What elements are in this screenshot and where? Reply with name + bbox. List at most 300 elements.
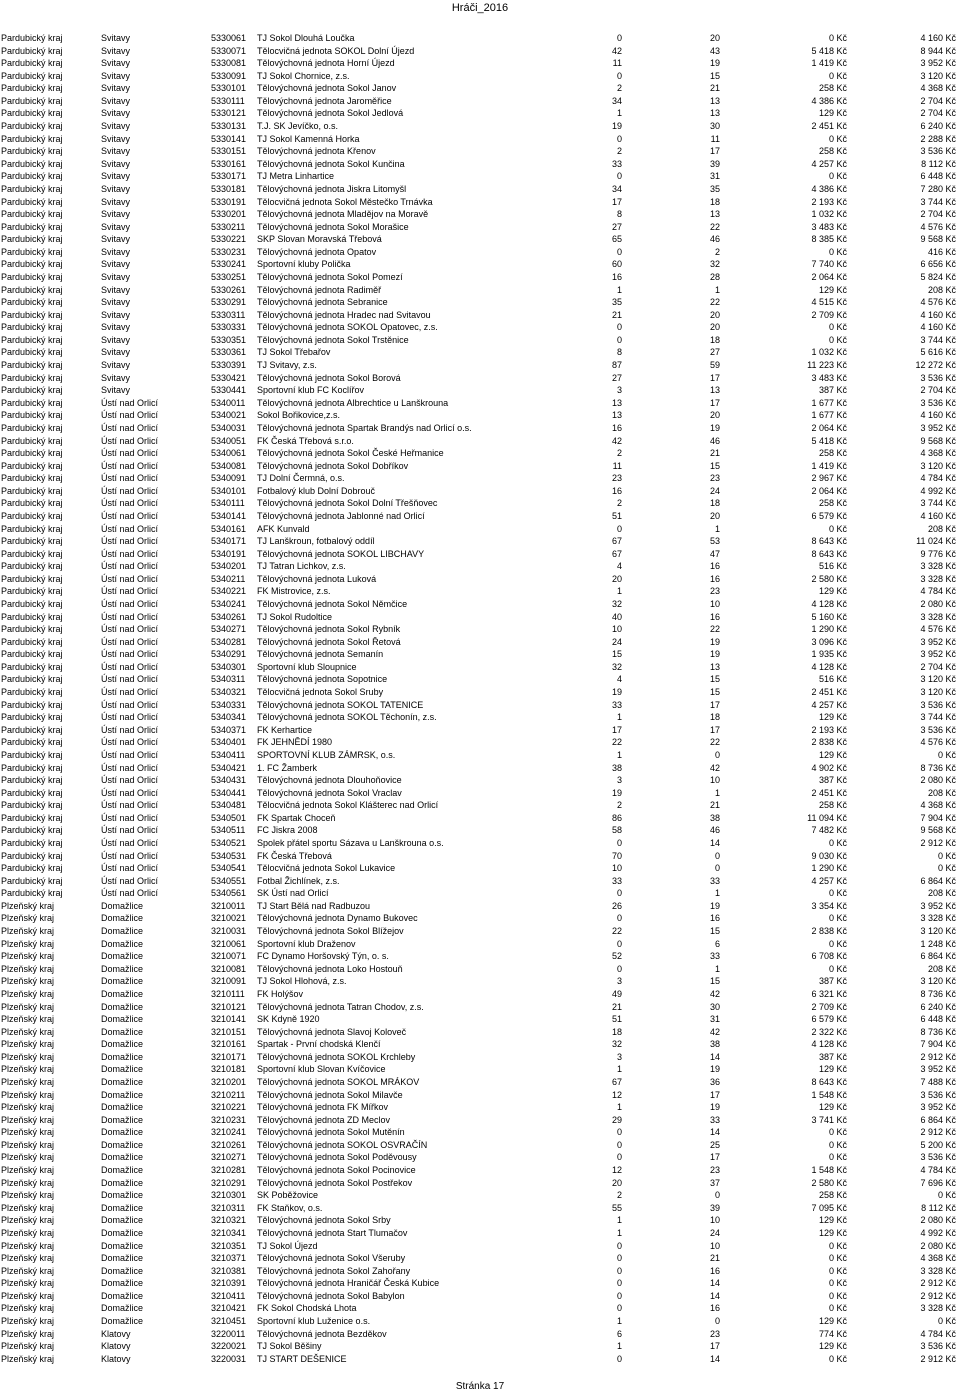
club-name-cell: Tělovýchovná jednota Sebranice <box>257 297 388 308</box>
district-cell: Domažlice <box>101 913 144 924</box>
table-row <box>0 661 960 674</box>
table-row <box>0 1227 960 1240</box>
club-name-cell: Sportovní klub Slovan Kvíčovice <box>257 1064 386 1075</box>
region-cell: Pardubický kraj <box>1 246 63 257</box>
amount-a-cell: 8 385 Kč <box>811 234 847 245</box>
district-cell: Domažlice <box>101 1089 144 1100</box>
amount-b-cell: 2 704 Kč <box>920 661 956 672</box>
amount-a-cell: 0 Kč <box>828 1290 847 1301</box>
table-row <box>0 1038 960 1051</box>
count-a-cell: 32 <box>611 599 622 610</box>
count-b-cell: 20 <box>709 410 720 421</box>
club-name-cell: Tělovýchovná jednota SOKOL TATENICE <box>257 699 424 710</box>
amount-a-cell: 3 483 Kč <box>811 221 847 232</box>
club-id-cell: 3210381 <box>211 1265 247 1276</box>
region-cell: Pardubický kraj <box>1 599 63 610</box>
amount-b-cell: 2 288 Kč <box>920 133 956 144</box>
table-row <box>0 1076 960 1089</box>
table-row <box>0 762 960 775</box>
count-b-cell: 1 <box>714 787 720 798</box>
club-id-cell: 5330131 <box>211 121 247 132</box>
table-row <box>0 749 960 762</box>
club-id-cell: 3210061 <box>211 938 247 949</box>
region-cell: Pardubický kraj <box>1 171 63 182</box>
amount-a-cell: 0 Kč <box>828 246 847 257</box>
club-name-cell: Tělovýchovná jednota SOKOL Těchonín, z.s. <box>257 712 437 723</box>
club-name-cell: AFK Kunvald <box>257 523 310 534</box>
amount-a-cell: 6 579 Kč <box>811 510 847 521</box>
table-row <box>0 1026 960 1039</box>
club-name-cell: FK Spartak Choceň <box>257 812 336 823</box>
count-b-cell: 32 <box>709 259 720 270</box>
count-b-cell: 20 <box>709 322 720 333</box>
table-row <box>0 812 960 825</box>
club-name-cell: Fotbal Žichlínek, z.s. <box>257 875 340 886</box>
amount-b-cell: 5 200 Kč <box>920 1139 956 1150</box>
count-a-cell: 0 <box>616 1240 622 1251</box>
amount-a-cell: 0 Kč <box>828 322 847 333</box>
amount-b-cell: 3 536 Kč <box>920 146 956 157</box>
amount-b-cell: 9 568 Kč <box>920 825 956 836</box>
count-a-cell: 49 <box>611 988 622 999</box>
amount-b-cell: 6 240 Kč <box>920 121 956 132</box>
club-id-cell: 5330421 <box>211 372 247 383</box>
club-id-cell: 5330331 <box>211 322 247 333</box>
count-a-cell: 33 <box>611 875 622 886</box>
club-id-cell: 5340331 <box>211 699 247 710</box>
club-id-cell: 3210221 <box>211 1102 247 1113</box>
district-cell: Domažlice <box>101 976 144 987</box>
district-cell: Domažlice <box>101 1139 144 1150</box>
club-id-cell: 3220031 <box>211 1353 247 1364</box>
region-cell: Pardubický kraj <box>1 297 63 308</box>
club-name-cell: Tělovýchovná jednota Luková <box>257 573 377 584</box>
count-a-cell: 10 <box>611 863 622 874</box>
club-name-cell: Tělovýchovná jednota Sokol Pomezí <box>257 271 403 282</box>
district-cell: Ústí nad Orlicí <box>101 599 159 610</box>
district-cell: Ústí nad Orlicí <box>101 485 159 496</box>
amount-b-cell: 3 328 Kč <box>920 573 956 584</box>
count-a-cell: 20 <box>611 1177 622 1188</box>
amount-a-cell: 1 419 Kč <box>811 460 847 471</box>
table-row <box>0 133 960 146</box>
region-cell: Pardubický kraj <box>1 838 63 848</box>
count-a-cell: 87 <box>611 360 622 371</box>
club-name-cell: Sportovní klub Luženice o.s. <box>257 1315 371 1326</box>
club-name-cell: Tělovýchovná jednota Spartak Brandýs nad Orlicí o.s. <box>257 422 472 433</box>
region-cell: Plzeňský kraj <box>1 1190 55 1201</box>
count-a-cell: 13 <box>611 397 622 408</box>
amount-a-cell: 6 708 Kč <box>811 951 847 962</box>
club-name-cell: Tělovýchovná jednota Sokol Poděvousy <box>257 1152 417 1163</box>
count-b-cell: 17 <box>709 724 720 735</box>
table-row <box>0 900 960 913</box>
club-id-cell: 3210161 <box>211 1039 247 1050</box>
count-b-cell: 16 <box>709 573 720 584</box>
amount-a-cell: 0 Kč <box>828 1253 847 1264</box>
district-cell: Ústí nad Orlicí <box>101 448 159 459</box>
district-cell: Svitavy <box>101 297 131 308</box>
district-cell: Ústí nad Orlicí <box>101 498 159 509</box>
club-name-cell: TJ Sokol Třebařov <box>257 347 331 358</box>
count-b-cell: 47 <box>709 548 720 559</box>
amount-b-cell: 0 Kč <box>937 1190 956 1201</box>
club-name-cell: Tělovýchovná jednota Sokol Řetová <box>257 636 401 647</box>
club-name-cell: Tělocvičná jednota Sokol Klášterec nad Orlicí <box>257 800 439 811</box>
count-a-cell: 1 <box>616 1102 622 1113</box>
amount-b-cell: 4 576 Kč <box>920 624 956 635</box>
count-b-cell: 16 <box>709 561 720 572</box>
table-row <box>0 1214 960 1227</box>
count-a-cell: 1 <box>616 1227 622 1238</box>
district-cell: Ústí nad Orlicí <box>101 724 159 735</box>
amount-b-cell: 8 944 Kč <box>920 45 956 56</box>
club-name-cell: TJ Sokol Běšiny <box>257 1341 322 1352</box>
count-a-cell: 1 <box>616 108 622 119</box>
region-cell: Pardubický kraj <box>1 485 63 496</box>
region-cell: Pardubický kraj <box>1 221 63 232</box>
table-row <box>0 875 960 888</box>
region-cell: Pardubický kraj <box>1 510 63 521</box>
count-a-cell: 67 <box>611 548 622 559</box>
amount-a-cell: 3 741 Kč <box>811 1114 847 1125</box>
amount-a-cell: 4 257 Kč <box>811 699 847 710</box>
region-cell: Pardubický kraj <box>1 309 63 320</box>
district-cell: Svitavy <box>101 183 131 194</box>
club-id-cell: 5340211 <box>211 573 246 584</box>
table-row <box>0 1114 960 1127</box>
amount-a-cell: 1 032 Kč <box>811 209 847 220</box>
count-b-cell: 23 <box>709 1165 720 1176</box>
club-id-cell: 3220021 <box>211 1341 247 1352</box>
table-row <box>0 799 960 812</box>
amount-b-cell: 3 536 Kč <box>920 397 956 408</box>
district-cell: Domažlice <box>101 1303 144 1314</box>
count-b-cell: 18 <box>709 334 720 345</box>
amount-a-cell: 1 290 Kč <box>811 863 847 874</box>
count-b-cell: 13 <box>709 95 720 106</box>
region-cell: Pardubický kraj <box>1 209 63 220</box>
amount-b-cell: 7 696 Kč <box>920 1177 956 1188</box>
region-cell: Pardubický kraj <box>1 45 63 56</box>
district-cell: Domažlice <box>101 900 144 911</box>
table-row <box>0 824 960 837</box>
club-name-cell: Tělovýchovná jednota SOKOL LIBCHAVY <box>257 548 425 559</box>
count-b-cell: 0 <box>714 863 720 874</box>
district-cell: Ústí nad Orlicí <box>101 661 159 672</box>
district-cell: Domažlice <box>101 951 144 962</box>
club-id-cell: 5340091 <box>211 473 247 484</box>
table-row <box>0 585 960 598</box>
district-cell: Svitavy <box>101 234 131 245</box>
district-cell: Svitavy <box>101 259 131 270</box>
count-b-cell: 15 <box>709 926 720 937</box>
amount-b-cell: 3 328 Kč <box>920 561 956 572</box>
district-cell: Ústí nad Orlicí <box>101 863 159 874</box>
count-b-cell: 6 <box>714 938 720 949</box>
club-name-cell: SKP Slovan Moravská Třebová <box>257 234 382 245</box>
club-name-cell: Tělocvičná jednota Sokol Městečko Trnávka <box>257 196 433 207</box>
count-a-cell: 3 <box>616 976 622 987</box>
amount-b-cell: 9 568 Kč <box>920 435 956 446</box>
district-cell: Domažlice <box>101 963 144 974</box>
count-a-cell: 42 <box>611 45 622 56</box>
table-row <box>0 158 960 171</box>
club-name-cell: Tělovýchovná jednota Sokol Vraclav <box>257 787 402 798</box>
region-cell: Plzeňský kraj <box>1 963 55 974</box>
amount-a-cell: 7 095 Kč <box>811 1202 847 1213</box>
club-name-cell: Tělovýchovná jednota Tatran Chodov, z.s. <box>257 1001 424 1012</box>
district-cell: Svitavy <box>101 334 131 345</box>
club-id-cell: 5340191 <box>211 548 247 559</box>
count-a-cell: 0 <box>616 938 622 949</box>
count-a-cell: 1 <box>616 1215 622 1226</box>
club-name-cell: Tělovýchovná jednota Sokol Janov <box>257 83 397 94</box>
amount-a-cell: 0 Kč <box>828 1139 847 1150</box>
amount-a-cell: 2 193 Kč <box>811 196 847 207</box>
table-row <box>0 70 960 83</box>
count-a-cell: 21 <box>611 1001 622 1012</box>
region-cell: Pardubický kraj <box>1 536 63 547</box>
amount-b-cell: 3 744 Kč <box>920 498 956 509</box>
table-row <box>0 485 960 498</box>
club-id-cell: 5330061 <box>211 33 247 43</box>
club-name-cell: Tělocvičná jednota Sokol Lukavice <box>257 863 396 874</box>
club-name-cell: Tělovýchovná jednota Sokol Milavče <box>257 1089 403 1100</box>
club-name-cell: FC Dynamo Horšovský Týn, o. s. <box>257 951 389 962</box>
district-cell: Ústí nad Orlicí <box>101 825 159 836</box>
region-cell: Plzeňský kraj <box>1 976 55 987</box>
amount-a-cell: 387 Kč <box>818 976 847 987</box>
district-cell: Domažlice <box>101 938 144 949</box>
count-b-cell: 19 <box>709 1064 720 1075</box>
table-row <box>0 460 960 473</box>
district-cell: Domažlice <box>101 1152 144 1163</box>
club-name-cell: Tělovýchovná jednota Sokol Mutěnín <box>257 1127 405 1138</box>
table-row <box>0 711 960 724</box>
amount-a-cell: 0 Kč <box>828 133 847 144</box>
district-cell: Svitavy <box>101 209 131 220</box>
amount-b-cell: 4 368 Kč <box>920 448 956 459</box>
region-cell: Plzeňský kraj <box>1 1127 55 1138</box>
club-id-cell: 5340311 <box>211 674 246 685</box>
count-a-cell: 2 <box>616 1190 622 1201</box>
table-row <box>0 422 960 435</box>
count-b-cell: 28 <box>709 271 720 282</box>
club-name-cell: Tělovýchovná jednota Sokol Němčice <box>257 599 408 610</box>
club-name-cell: Tělovýchovná jednota Horní Újezd <box>257 58 395 69</box>
district-cell: Ústí nad Orlicí <box>101 624 159 635</box>
club-id-cell: 5340421 <box>211 762 247 773</box>
amount-a-cell: 9 030 Kč <box>811 850 847 861</box>
count-a-cell: 33 <box>611 158 622 169</box>
amount-a-cell: 129 Kč <box>818 1215 847 1226</box>
club-id-cell: 5330111 <box>211 95 245 106</box>
club-id-cell: 5340081 <box>211 460 247 471</box>
count-a-cell: 21 <box>611 309 622 320</box>
district-cell: Svitavy <box>101 284 131 295</box>
amount-a-cell: 0 Kč <box>828 1152 847 1163</box>
count-a-cell: 1 <box>616 586 622 597</box>
club-name-cell: Tělovýchovná jednota Bezděkov <box>257 1328 387 1339</box>
count-a-cell: 32 <box>611 661 622 672</box>
table-row <box>0 82 960 95</box>
amount-a-cell: 3 096 Kč <box>811 636 847 647</box>
amount-b-cell: 5 616 Kč <box>920 347 956 358</box>
amount-a-cell: 7 482 Kč <box>811 825 847 836</box>
amount-b-cell: 3 120 Kč <box>920 70 956 81</box>
region-cell: Plzeňský kraj <box>1 1089 55 1100</box>
club-name-cell: TJ Lanškroun, fotbalový oddíl <box>257 536 375 547</box>
count-b-cell: 38 <box>709 812 720 823</box>
club-id-cell: 5330101 <box>211 83 247 94</box>
region-cell: Pardubický kraj <box>1 133 63 144</box>
region-cell: Plzeňský kraj <box>1 1303 55 1314</box>
table-row <box>0 1290 960 1303</box>
count-b-cell: 17 <box>709 146 720 157</box>
club-id-cell: 5340561 <box>211 888 247 899</box>
table-row <box>0 397 960 410</box>
district-cell: Svitavy <box>101 70 131 81</box>
district-cell: Domažlice <box>101 1001 144 1012</box>
count-a-cell: 60 <box>611 259 622 270</box>
district-cell: Domažlice <box>101 1240 144 1251</box>
club-name-cell: TJ Sokol Hlohová, z.s. <box>257 976 347 987</box>
district-cell: Ústí nad Orlicí <box>101 586 159 597</box>
count-b-cell: 42 <box>709 988 720 999</box>
table-row <box>0 523 960 536</box>
club-name-cell: Tělovýchovná jednota Dlouhoňovice <box>257 775 402 786</box>
count-b-cell: 0 <box>714 1315 720 1326</box>
amount-b-cell: 4 368 Kč <box>920 1253 956 1264</box>
count-b-cell: 42 <box>709 1026 720 1037</box>
club-id-cell: 3210021 <box>211 913 247 924</box>
count-a-cell: 67 <box>611 536 622 547</box>
club-id-cell: 3210091 <box>211 976 247 987</box>
district-cell: Ústí nad Orlicí <box>101 548 159 559</box>
club-id-cell: 3210141 <box>211 1014 247 1025</box>
table-row <box>0 1051 960 1064</box>
table-row <box>0 862 960 875</box>
count-b-cell: 23 <box>709 586 720 597</box>
region-cell: Pardubický kraj <box>1 586 63 597</box>
region-cell: Plzeňský kraj <box>1 1001 55 1012</box>
amount-a-cell: 3 354 Kč <box>811 900 847 911</box>
table-row <box>0 912 960 925</box>
amount-b-cell: 8 736 Kč <box>920 1026 956 1037</box>
amount-a-cell: 0 Kč <box>828 888 847 899</box>
table-row <box>0 1177 960 1190</box>
table-row <box>0 1151 960 1164</box>
table-row <box>0 183 960 196</box>
count-a-cell: 27 <box>611 372 622 383</box>
count-a-cell: 51 <box>611 510 622 521</box>
district-cell: Svitavy <box>101 347 131 358</box>
club-id-cell: 3210081 <box>211 963 247 974</box>
club-name-cell: 1. FC Žamberk <box>257 762 318 773</box>
club-name-cell: TJ Sokol Rudoltice <box>257 611 333 622</box>
amount-a-cell: 0 Kč <box>828 1127 847 1138</box>
district-cell: Ústí nad Orlicí <box>101 762 159 773</box>
region-cell: Pardubický kraj <box>1 863 63 874</box>
club-name-cell: Tělovýchovná jednota Sokol Borová <box>257 372 401 383</box>
count-b-cell: 17 <box>709 1152 720 1163</box>
count-b-cell: 18 <box>709 712 720 723</box>
club-name-cell: Sportovní klub Draženov <box>257 938 356 949</box>
table-row <box>0 1089 960 1102</box>
club-id-cell: 5330151 <box>211 146 247 157</box>
table-row <box>0 1139 960 1152</box>
amount-b-cell: 0 Kč <box>937 850 956 861</box>
district-cell: Svitavy <box>101 385 131 396</box>
amount-a-cell: 1 290 Kč <box>811 624 847 635</box>
amount-a-cell: 1 032 Kč <box>811 347 847 358</box>
club-name-cell: FK Kerhartice <box>257 724 313 735</box>
region-cell: Pardubický kraj <box>1 825 63 836</box>
table-row <box>0 686 960 699</box>
district-cell: Svitavy <box>101 271 131 282</box>
count-b-cell: 19 <box>709 1102 720 1113</box>
region-cell: Pardubický kraj <box>1 674 63 685</box>
club-id-cell: 5330311 <box>211 309 246 320</box>
club-name-cell: Tělovýchovná jednota SOKOL Opatovec, z.s. <box>257 322 438 333</box>
table-row <box>0 699 960 712</box>
table-row <box>0 736 960 749</box>
count-a-cell: 22 <box>611 737 622 748</box>
amount-a-cell: 774 Kč <box>818 1328 847 1339</box>
table-row <box>0 1315 960 1328</box>
count-a-cell: 11 <box>612 58 622 69</box>
table-row <box>0 1101 960 1114</box>
club-name-cell: Sokol Bořikovice,z.s. <box>257 410 341 421</box>
amount-b-cell: 4 784 Kč <box>920 473 956 484</box>
district-cell: Domažlice <box>101 1102 144 1113</box>
club-name-cell: Tělocvičná jednota Sokol Sruby <box>257 687 384 698</box>
count-b-cell: 18 <box>709 498 720 509</box>
count-b-cell: 17 <box>709 372 720 383</box>
amount-b-cell: 208 Kč <box>927 284 956 295</box>
count-a-cell: 12 <box>611 1089 622 1100</box>
count-b-cell: 10 <box>709 775 720 786</box>
count-a-cell: 19 <box>611 787 622 798</box>
club-id-cell: 3210421 <box>211 1303 247 1314</box>
table-row <box>0 573 960 586</box>
club-id-cell: 5340161 <box>211 523 247 534</box>
document-title: Hráči_2016 <box>451 2 509 14</box>
amount-b-cell: 3 328 Kč <box>920 1303 956 1314</box>
amount-b-cell: 3 952 Kč <box>920 58 956 69</box>
count-b-cell: 22 <box>709 221 720 232</box>
amount-a-cell: 8 643 Kč <box>811 548 847 559</box>
table-row <box>0 1240 960 1253</box>
count-a-cell: 0 <box>616 1290 622 1301</box>
table-row <box>0 950 960 963</box>
count-a-cell: 19 <box>611 121 622 132</box>
table-row <box>0 837 960 850</box>
district-cell: Domažlice <box>101 1190 144 1201</box>
region-cell: Plzeňský kraj <box>1 1315 55 1326</box>
count-b-cell: 21 <box>709 800 720 811</box>
club-id-cell: 3210241 <box>211 1127 247 1138</box>
district-cell: Ústí nad Orlicí <box>101 737 159 748</box>
region-cell: Plzeňský kraj <box>1 926 55 937</box>
amount-a-cell: 4 128 Kč <box>811 599 847 610</box>
amount-a-cell: 387 Kč <box>818 385 847 396</box>
amount-b-cell: 0 Kč <box>937 749 956 760</box>
count-a-cell: 13 <box>611 410 622 421</box>
count-b-cell: 22 <box>709 737 720 748</box>
count-b-cell: 33 <box>709 1114 720 1125</box>
